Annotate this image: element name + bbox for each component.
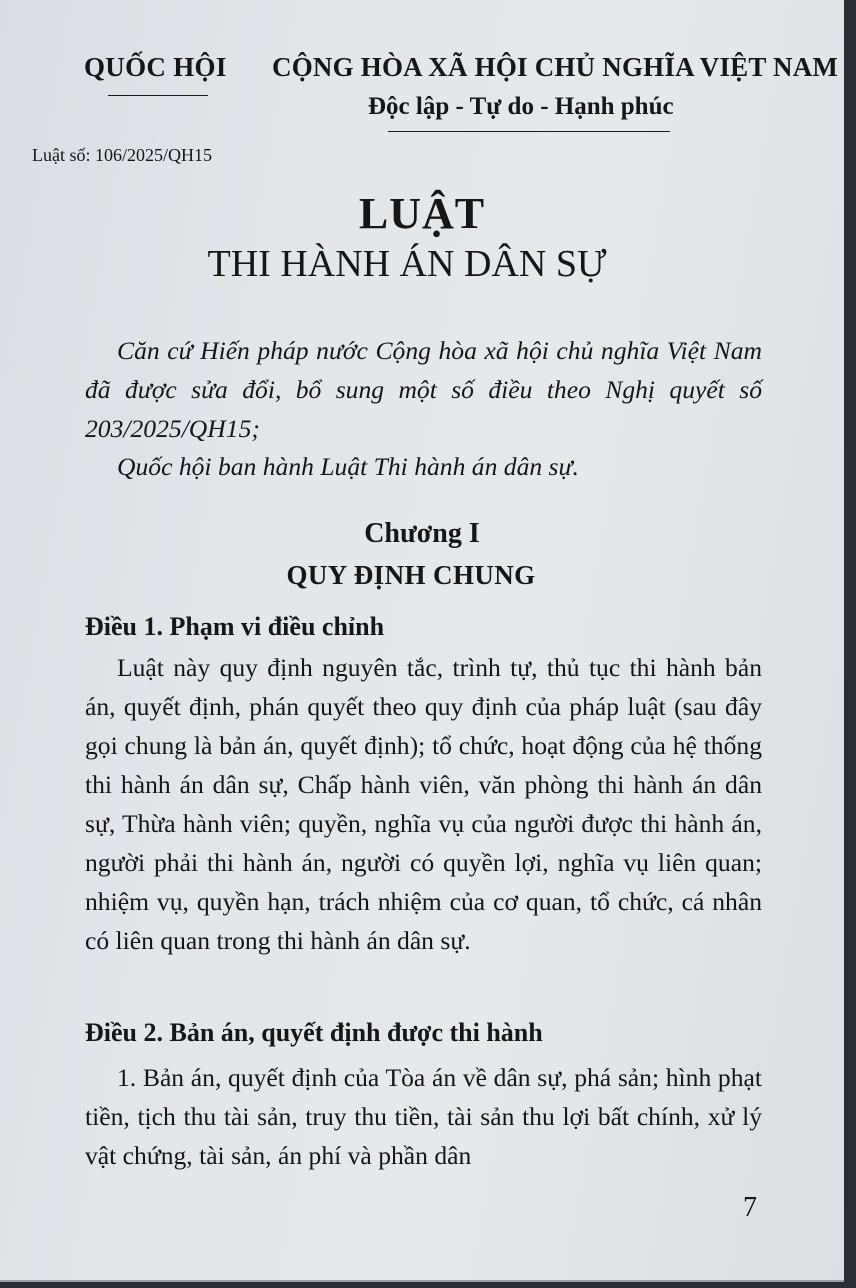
article-2-heading: Điều 2. Bản án, quyết định được thi hành bbox=[85, 1018, 543, 1047]
document-type-title: LUẬT bbox=[358, 189, 486, 238]
article-2-text: 1. Bản án, quyết định của Tòa án về dân sự, phá sản; hình phạt tiền, tịch thu tài sản, truy thu tiền, tài sản thu lợi bất chính, xử lý vật chứng, tài sản, án phí và phần dân bbox=[85, 1063, 762, 1170]
issuer-underline bbox=[108, 95, 208, 96]
chapter-name: QUY ĐỊNH CHUNG bbox=[286, 560, 536, 590]
law-title: THI HÀNH ÁN DÂN SỰ bbox=[207, 243, 607, 285]
preamble-enactment: Quốc hội ban hành Luật Thi hành án dân sự. bbox=[117, 452, 579, 481]
article-1-text: Luật này quy định nguyên tắc, trình tự, thủ tục thi hành bản án, quyết định, phán quyết theo quy định của pháp luật (sau đây gọi chung là bản án, quyết định); tổ chức, hoạt động của hệ thống thi hành án dân sự, Chấp hành viên, văn phòng thi hành án dân sự, Thừa hành viên; quyền, nghĩa vụ của người được thi hành án, người phải thi hành án, người có quyền lợi, nghĩa vụ liên quan; nhiệm vụ, quyền hạn, trách nhiệm của cơ quan, tổ chức, cá nhân có liên quan trong thi hành án dân sự. bbox=[85, 653, 762, 955]
national-motto: Độc lập - Tự do - Hạnh phúc bbox=[368, 93, 674, 120]
republic-name: CỘNG HÒA XÃ HỘI CHỦ NGHĨA VIỆT NAM bbox=[272, 52, 839, 82]
page-number: 7 bbox=[743, 1192, 757, 1223]
chapter-number: Chương I bbox=[364, 518, 480, 549]
law-number: Luật số: 106/2025/QH15 bbox=[32, 145, 212, 165]
issuer-name: QUỐC HỘI bbox=[84, 52, 227, 82]
preamble-basis: Căn cứ Hiến pháp nước Cộng hòa xã hội chủ nghĩa Việt Nam đã được sửa đổi, bổ sung một số điều theo Nghị quyết số 203/2025/QH15; bbox=[85, 336, 762, 443]
motto-underline bbox=[388, 131, 670, 132]
article-1-heading: Điều 1. Phạm vi điều chỉnh bbox=[85, 612, 385, 641]
